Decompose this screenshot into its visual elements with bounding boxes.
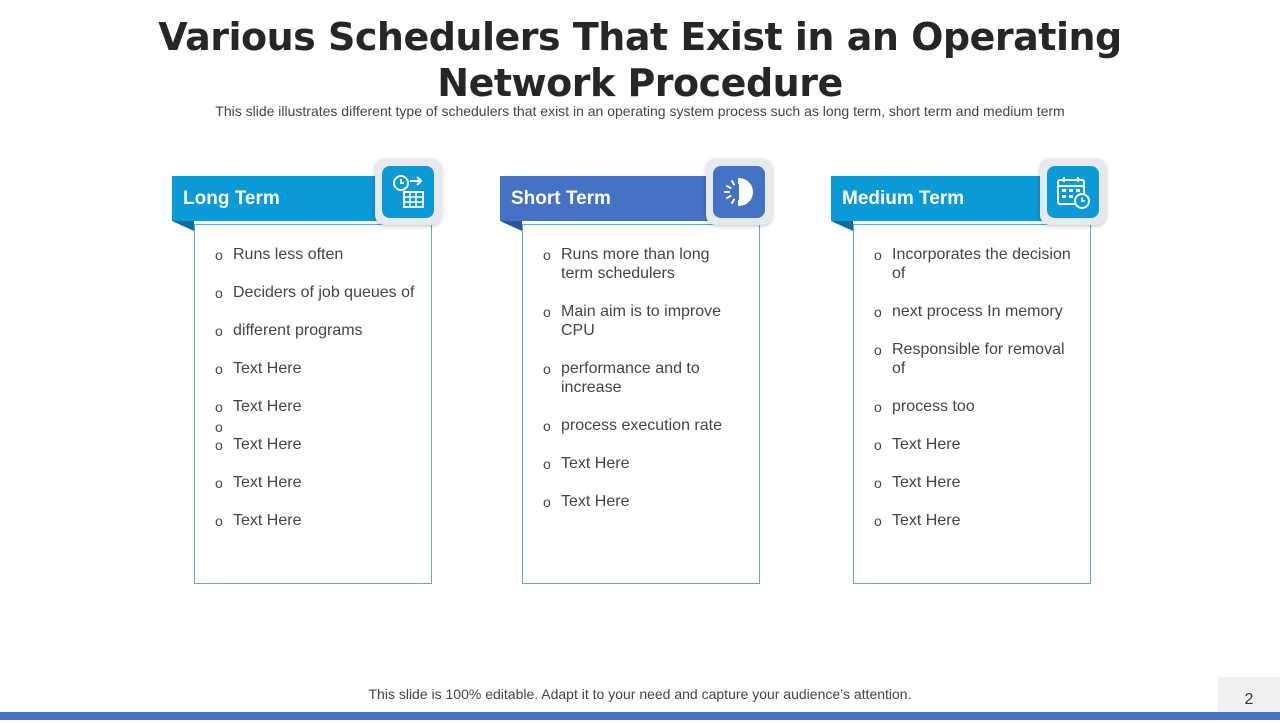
list-item: o performance and to increase bbox=[543, 359, 745, 397]
list-item: o Text Here bbox=[874, 435, 1076, 454]
list-item: o Text Here bbox=[543, 454, 745, 473]
list-item: o Incorporates the decision of bbox=[874, 245, 1076, 283]
tab-fold bbox=[500, 221, 522, 231]
stray-bullet: o bbox=[215, 419, 223, 435]
list-item: o Main aim is to improve CPU bbox=[543, 302, 745, 340]
list-item: o Deciders of job queues of bbox=[215, 283, 417, 302]
icon-frame bbox=[706, 159, 772, 225]
footer-note: This slide is 100% editable. Adapt it to your need and capture your audience’s attention. bbox=[368, 686, 912, 702]
calendar-time-icon bbox=[1047, 166, 1099, 218]
icon-frame bbox=[375, 159, 441, 225]
icon-frame bbox=[1040, 159, 1106, 225]
list-item: o Text Here bbox=[874, 511, 1076, 530]
card-body bbox=[853, 224, 1091, 584]
list-item: o Responsible for removal of bbox=[874, 340, 1076, 378]
bullet-list bbox=[215, 245, 417, 549]
list-item: o Text Here bbox=[215, 435, 417, 454]
tab-fold bbox=[172, 221, 194, 231]
card-heading: Medium Term bbox=[831, 176, 1043, 221]
card-body bbox=[194, 224, 432, 584]
card-body bbox=[522, 224, 760, 584]
page-number: 2 bbox=[1218, 677, 1280, 712]
bullet-list bbox=[874, 245, 1076, 549]
list-item: o Text Here bbox=[215, 397, 417, 416]
list-item: o different programs bbox=[215, 321, 417, 340]
list-item: o process too bbox=[874, 397, 1076, 416]
card-heading: Long Term bbox=[172, 176, 382, 221]
half-clock-icon bbox=[713, 166, 765, 218]
list-item: o Text Here bbox=[215, 359, 417, 378]
bottom-accent-bar bbox=[0, 712, 1280, 720]
list-item: o Text Here bbox=[874, 473, 1076, 492]
card-heading: Short Term bbox=[500, 176, 710, 221]
list-item: o Text Here bbox=[543, 492, 745, 511]
tab-fold bbox=[831, 221, 853, 231]
list-item: o Runs more than long term schedulers bbox=[543, 245, 745, 283]
list-item: o Text Here bbox=[215, 473, 417, 492]
calendar-clock-icon bbox=[382, 166, 434, 218]
list-item: o process execution rate bbox=[543, 416, 745, 435]
bullet-list bbox=[543, 245, 745, 530]
slide-subtitle: This slide illustrates different type of schedulers that exist in an operating system process such as long term, short term and medium term bbox=[215, 103, 1065, 119]
list-item: o next process In memory bbox=[874, 302, 1076, 321]
list-item: o Text Here bbox=[215, 511, 417, 530]
slide-title: Various Schedulers That Exist in an Operating Network Procedure bbox=[158, 15, 1122, 105]
list-item: o Runs less often bbox=[215, 245, 417, 264]
